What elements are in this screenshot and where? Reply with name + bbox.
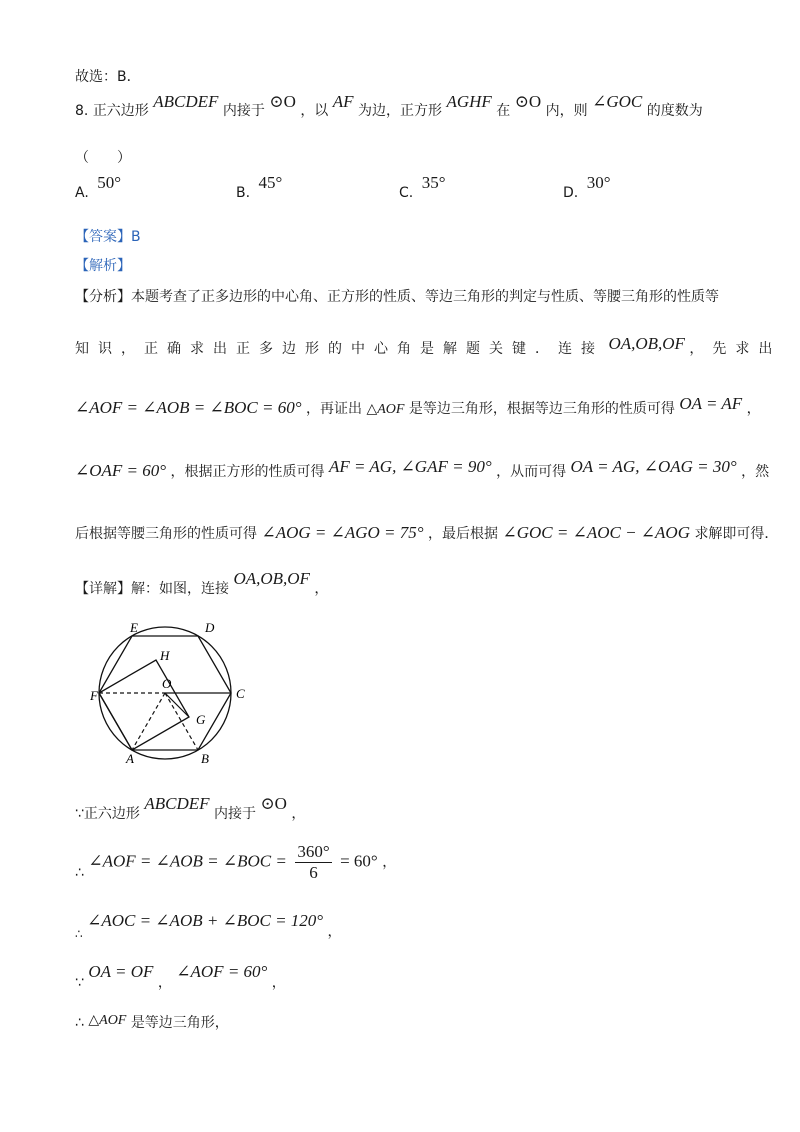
math-expr: △AOF [88, 1013, 127, 1028]
therefore-symbol: ∴ [75, 1015, 84, 1031]
math-expr: ∠AOF = ∠AOB = ∠BOC = [88, 851, 287, 871]
analysis-text: 是等边三角形，根据等边三角形的性质可得 [408, 401, 675, 417]
analysis-text: ，再证出 [306, 401, 362, 417]
circle-symbol: ⊙O [260, 794, 287, 813]
question-line [75, 92, 703, 120]
question-text: 正六边形 [92, 103, 149, 119]
proof-text: ， [271, 975, 286, 991]
proof-text: ∵正六边形 [75, 806, 140, 822]
option-letter: D. [563, 185, 579, 201]
proof-text: ， [327, 924, 342, 940]
proof-text: ， [291, 806, 306, 822]
label-g: G [196, 712, 206, 727]
label-d: D [205, 622, 215, 635]
label-o: O [162, 676, 172, 691]
proof-step-4 [75, 962, 286, 991]
math-expr: OA = OF [88, 962, 154, 981]
therefore-symbol: ∴ [75, 864, 84, 881]
analysis-line-5 [75, 523, 778, 543]
proof-text: 内接于 [213, 806, 256, 822]
label-f: F [90, 688, 98, 703]
analysis-text: ，从而可得 [496, 464, 567, 480]
question-number: 8. [75, 103, 89, 119]
math-expr: ∠OAF = 60° [75, 461, 167, 480]
fraction-numerator: 360° [297, 842, 330, 861]
question-text: 内，则 [545, 103, 588, 119]
fraction-denominator: 6 [309, 863, 318, 882]
option-value: 35° [421, 173, 446, 192]
analysis-text: ，然 [741, 464, 770, 480]
option-a [75, 173, 122, 202]
angle-name: ∠GOC [592, 92, 643, 111]
prev-answer: 故选：B． [75, 69, 141, 85]
fraction [295, 842, 331, 883]
label-c: C [236, 686, 245, 701]
question-text: ，以 [300, 103, 329, 119]
analysis-line-3 [75, 394, 761, 418]
analysis-text: 求解即可得． [694, 526, 779, 542]
square-agHF [99, 660, 189, 750]
option-value: 50° [97, 173, 122, 192]
answer-label: 【答案】B [75, 229, 141, 245]
square-name: AGHF [446, 92, 492, 111]
math-expr: ∠AOG = ∠AGO = 75° [261, 523, 424, 542]
math-expr: AF = AG, ∠GAF = 90° [328, 457, 492, 476]
math-expr: OA = AG, ∠OAG = 30° [570, 457, 737, 476]
detail-text: 【详解】解：如图，连接 [75, 581, 229, 597]
analysis-line-4 [75, 457, 770, 481]
label-b: B [201, 751, 209, 766]
analysis-label: 【解析】 [75, 258, 131, 274]
detail-text: ， [314, 581, 329, 597]
segment-oa-dashed [132, 693, 165, 750]
analysis-text: 后根据等腰三角形的性质可得 [75, 526, 257, 542]
math-expr: = 60° [340, 851, 378, 871]
label-a: A [126, 751, 134, 766]
proof-text: 是等边三角形， [130, 1015, 229, 1031]
math-expr: ∠GOC = ∠AOC − ∠AOG [502, 523, 690, 542]
circle-symbol: ⊙O [514, 92, 542, 111]
math-expr: OA = AF [679, 394, 743, 413]
option-value: 45° [258, 173, 283, 192]
proof-text: ， [157, 975, 172, 991]
analysis-text: 知识，正确求出正多边形的中心角是解题关键．连接 [75, 341, 604, 357]
math-expr: ABCDEF [144, 794, 210, 813]
math-expr: OA,OB,OF [608, 334, 685, 353]
because-symbol: ∵ [75, 975, 84, 991]
math-expr: △AOF [366, 402, 405, 417]
option-letter: A. [75, 185, 89, 201]
option-b [236, 173, 283, 202]
question-text: 为边，正方形 [358, 103, 442, 119]
question-text: 的度数为 [646, 103, 703, 119]
question-text: 内接于 [222, 103, 265, 119]
label-h: H [160, 648, 170, 663]
circle-symbol: ⊙O [269, 92, 296, 111]
question-text: 在 [496, 103, 511, 119]
proof-step-3 [75, 911, 342, 941]
option-letter: B. [236, 185, 251, 201]
analysis-text: ，根据正方形的性质可得 [170, 464, 325, 480]
math-expr: ∠AOF = 60° [176, 962, 268, 981]
option-d [563, 173, 611, 202]
analysis-line-2 [75, 334, 782, 358]
hexagon-figure [90, 622, 260, 767]
math-expr: ∠AOC = ∠AOB + ∠BOC = 120° [87, 911, 324, 930]
answer-paren: （ ） [75, 150, 131, 166]
option-c [399, 173, 446, 202]
option-letter: C. [399, 185, 414, 201]
math-expr: OA,OB,OF [233, 569, 310, 588]
detail-line-1 [75, 569, 329, 598]
analysis-text: ， [746, 401, 761, 417]
proof-text: ， [382, 854, 397, 871]
proof-step-2 [75, 842, 396, 883]
analysis-text: ，最后根据 [428, 526, 499, 542]
therefore-symbol: ∴ [75, 927, 83, 941]
math-expr: ∠AOF = ∠AOB = ∠BOC = 60° [75, 398, 302, 417]
option-value: 30° [586, 173, 611, 192]
analysis-text: ，先求出 [689, 341, 782, 357]
label-e: E [130, 622, 138, 635]
side-name: AF [332, 92, 354, 111]
analysis-line-1: 【分析】本题考查了正多边形的中心角、正方形的性质、等边三角形的判定与性质、等腰三角形的性质等 [75, 289, 719, 305]
hexagon-name: ABCDEF [153, 92, 219, 111]
proof-step-1 [75, 794, 306, 823]
proof-step-5 [75, 1012, 229, 1032]
